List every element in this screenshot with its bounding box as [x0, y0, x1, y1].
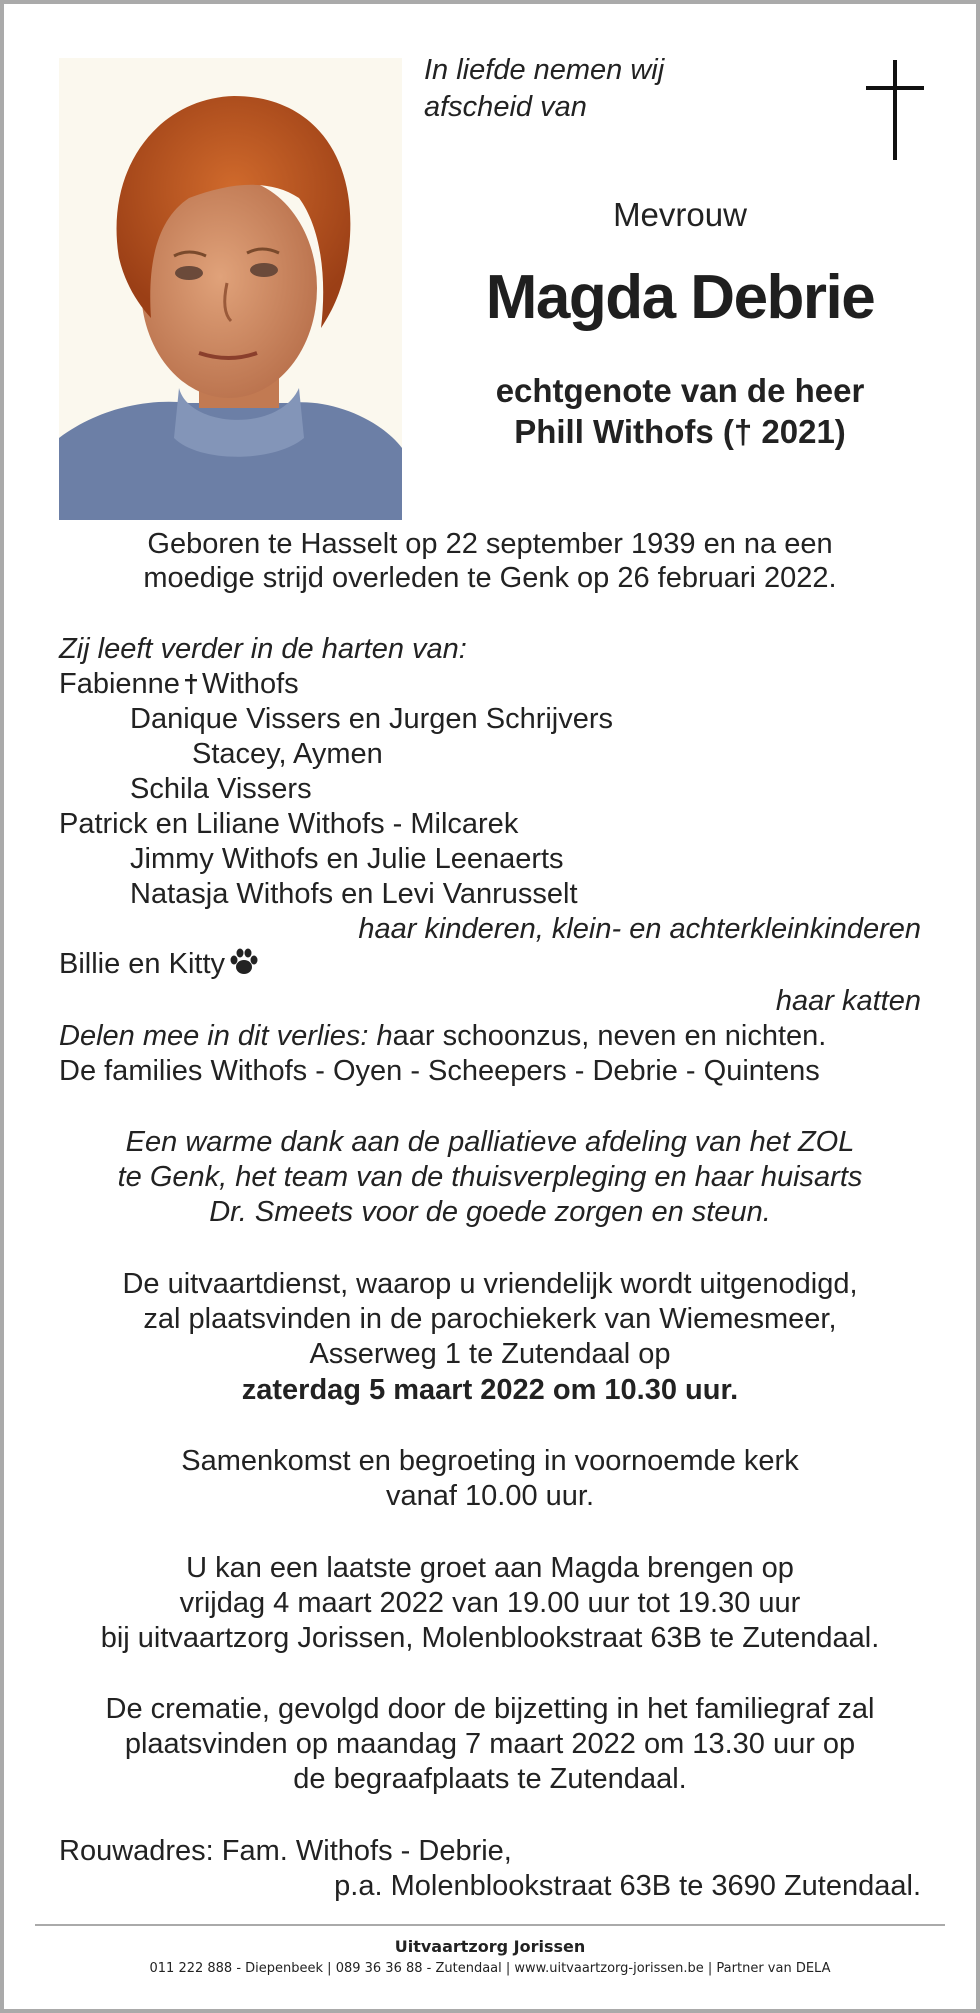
- pets-names: Billie en Kitty: [59, 948, 226, 980]
- family-schila: Schila Vissers: [130, 773, 312, 805]
- family-jimmy: Jimmy Withofs en Julie Leenaerts: [130, 843, 564, 875]
- footer-divider: [35, 1924, 945, 1926]
- thanks-line-2: te Genk, het team van de thuisverpleging en haar huisarts: [117, 1161, 863, 1193]
- address-line-1: Rouwadres: Fam. Withofs - Debrie,: [59, 1835, 512, 1867]
- share-line: [59, 1019, 826, 1054]
- family-pets: [59, 947, 259, 982]
- families-line: De families Withofs - Oyen - Scheepers - Debrie - Quintens: [59, 1055, 820, 1087]
- fabienne-first-name: Fabienne: [59, 668, 180, 700]
- portrait-photo: [59, 58, 402, 520]
- family-danique: Danique Vissers en Jurgen Schrijvers: [130, 703, 614, 735]
- service-line-3: Asserweg 1 te Zutendaal op: [309, 1338, 671, 1370]
- spouse-info: [420, 370, 940, 452]
- pets-caption: haar katten: [775, 985, 921, 1017]
- family-natasja: Natasja Withofs en Levi Vanrusselt: [130, 878, 578, 910]
- birth-line-1: Geboren te Hasselt op 22 september 1939 en na een: [147, 528, 833, 560]
- cross-icon: [184, 674, 198, 694]
- cremation-line-3: de begraafplaats te Zutendaal.: [293, 1763, 687, 1795]
- kids-caption: haar kinderen, klein- en achterkleinkinderen: [358, 913, 921, 945]
- family-stacey: Stacey, Aymen: [192, 738, 383, 770]
- family-heading: Zij leeft verder in de harten van:: [59, 633, 467, 665]
- footer-contact: 011 222 888 - Diepenbeek | 089 36 36 88 - Zutendaal | www.uitvaartzorg-jorissen.be | Partner van DELA: [149, 1961, 831, 1976]
- service-line-1: De uitvaartdienst, waarop u vriendelijk wordt uitgenodigd,: [122, 1268, 858, 1300]
- gathering-line-1: Samenkomst en begroeting in voornoemde kerk: [181, 1445, 799, 1477]
- farewell-line-3: bij uitvaartzorg Jorissen, Molenblookstraat 63B te Zutendaal.: [100, 1622, 880, 1654]
- farewell-line-1: U kan een laatste groet aan Magda brengen op: [186, 1552, 794, 1584]
- farewell-line-2: vrijdag 4 maart 2022 van 19.00 uur tot 19.30 uur: [179, 1587, 801, 1619]
- spouse-line-1: echtgenote van de heer: [495, 372, 865, 409]
- gathering-line-2: vanaf 10.00 uur.: [386, 1480, 594, 1512]
- honorific: Mevrouw: [613, 196, 747, 233]
- service-line-2: zal plaatsvinden in de parochiekerk van Wiemesmeer,: [143, 1303, 837, 1335]
- deceased-name: Magda Debrie: [485, 263, 875, 332]
- portrait-illustration: [59, 58, 402, 520]
- birth-line-2: moedige strijd overleden te Genk op 26 februari 2022.: [143, 562, 837, 594]
- family-fabienne: [59, 667, 299, 702]
- share-intro: Delen mee in dit verlies: h: [59, 1020, 393, 1052]
- cremation-line-2: plaatsvinden op maandag 7 maart 2022 om 13.30 uur op: [124, 1728, 856, 1760]
- cremation-line-1: De crematie, gevolgd door de bijzetting in het familiegraf zal: [105, 1693, 875, 1725]
- footer-company: Uitvaartzorg Jorissen: [394, 1937, 586, 1956]
- thanks-line-1: Een warme dank aan de palliatieve afdeling van het ZOL: [125, 1126, 855, 1158]
- spouse-line-2: Phill Withofs († 2021): [514, 413, 846, 450]
- cross-icon: [866, 60, 924, 160]
- family-patrick: Patrick en Liliane Withofs - Milcarek: [59, 808, 519, 840]
- service-date: zaterdag 5 maart 2022 om 10.30 uur.: [241, 1374, 739, 1406]
- paw-icon: [229, 948, 259, 976]
- address-line-2: p.a. Molenblookstraat 63B te 3690 Zutendaal.: [334, 1870, 921, 1902]
- share-rest: aar schoonzus, neven en nichten.: [392, 1020, 827, 1052]
- intro-text: [424, 52, 664, 126]
- intro-line-1: In liefde nemen wij: [424, 54, 665, 86]
- intro-line-2: afscheid van: [424, 91, 587, 123]
- thanks-line-3: Dr. Smeets voor de goede zorgen en steun.: [209, 1196, 771, 1228]
- fabienne-last-name: Withofs: [201, 668, 299, 700]
